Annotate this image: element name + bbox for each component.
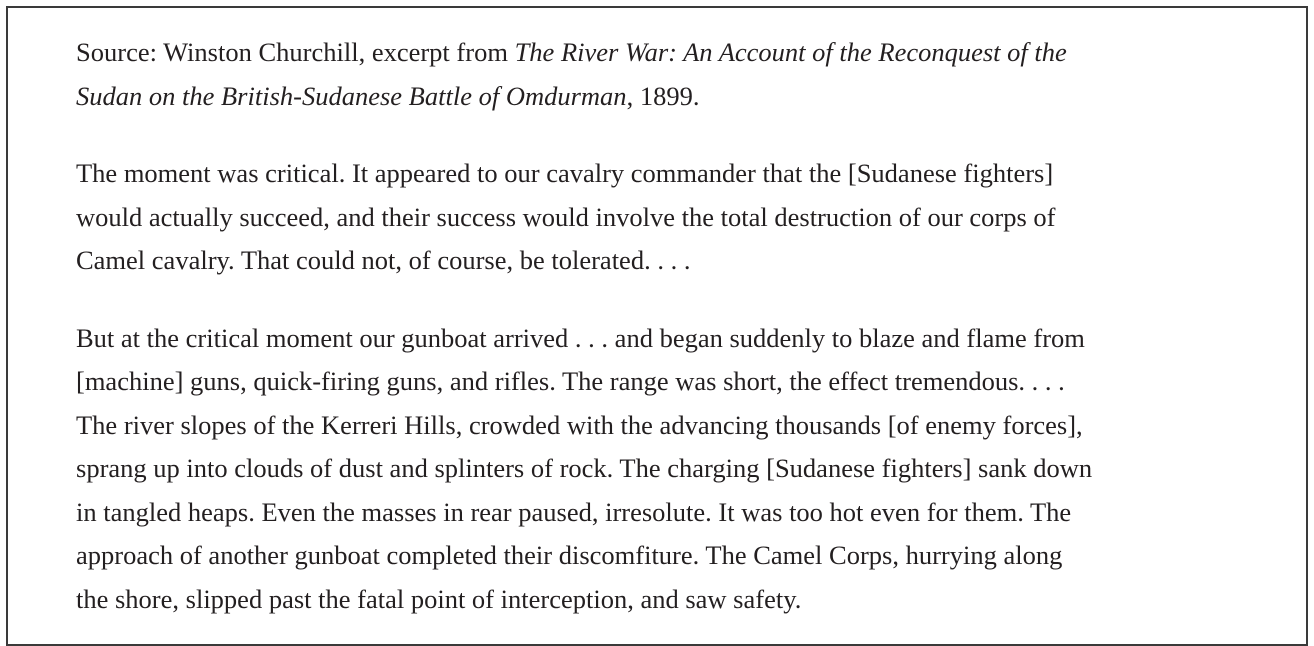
paragraph-spacer: [76, 283, 1276, 317]
source-citation: [76, 31, 1276, 118]
paragraph-2-line: sprang up into clouds of dust and splinters of rock. The charging [Sudanese fighters] sank down: [76, 453, 1093, 483]
paragraph-2-line: approach of another gunboat completed their discomfiture. The Camel Corps, hurrying along: [76, 540, 1063, 570]
paragraph-2-line: The river slopes of the Kerreri Hills, crowded with the advancing thousands [of enemy forces],: [76, 409, 1083, 440]
citation-author: Winston Churchill, excerpt from: [163, 37, 508, 67]
source-content: [76, 31, 1276, 621]
citation-title-part-1: The River War: An Account of the Reconquest of the: [514, 37, 1067, 67]
citation-label: Source:: [76, 37, 157, 67]
paragraph-2-line: in tangled heaps. Even the masses in rear paused, irresolute. It was too hot even for them. The: [76, 496, 1072, 527]
paragraph-1-line: Camel cavalry. That could not, of course, be tolerated. . . .: [76, 245, 691, 275]
source-document-box: [6, 6, 1308, 646]
excerpt-paragraph-2: [76, 317, 1276, 622]
paragraph-spacer: [76, 118, 1276, 152]
paragraph-2-line: the shore, slipped past the fatal point of interception, and saw safety.: [76, 583, 802, 614]
citation-title-part-2: Sudan on the British-Sudanese Battle of Omdurman: [76, 80, 627, 111]
citation-year: , 1899.: [626, 80, 700, 111]
paragraph-2-line: But at the critical moment our gunboat arrived . . . and began suddenly to blaze and flame from: [76, 322, 1085, 353]
paragraph-1-line: would actually succeed, and their success would involve the total destruction of our corps of: [76, 201, 1056, 232]
citation-line-2: [76, 75, 1276, 119]
paragraph-2-line: [machine] guns, quick-firing guns, and rifles. The range was short, the effect tremendous. . . .: [76, 366, 1065, 396]
citation-line-1: [76, 31, 1276, 75]
excerpt-paragraph-1: [76, 152, 1276, 283]
paragraph-1-line: The moment was critical. It appeared to our cavalry commander that the [Sudanese fighters]: [76, 158, 1054, 188]
